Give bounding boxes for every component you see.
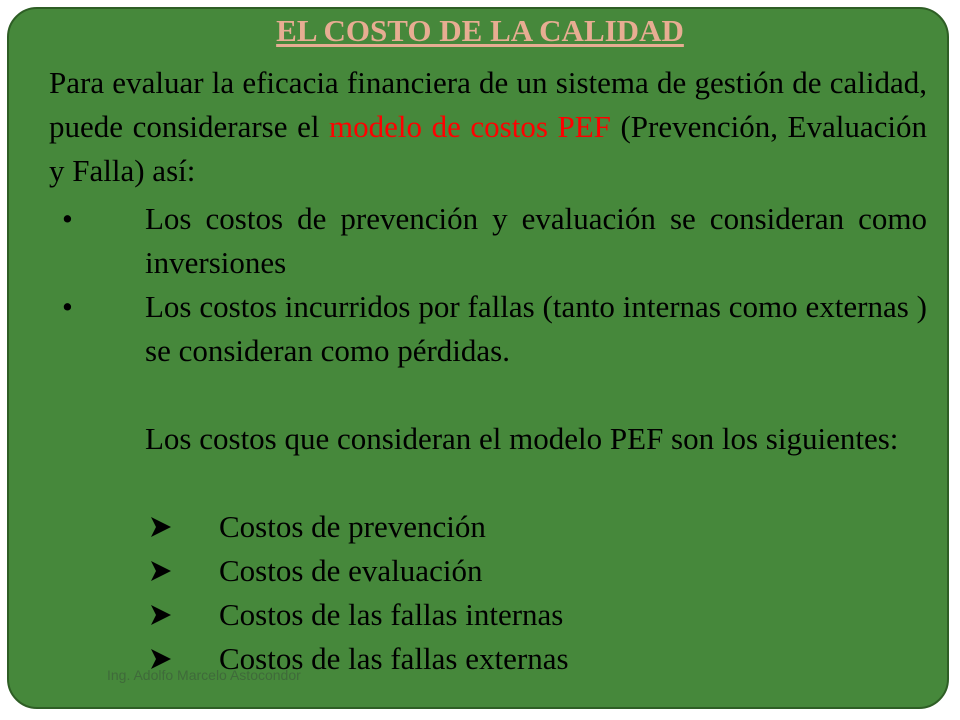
- intro-paragraph: [49, 61, 927, 193]
- arrow-list-item: [145, 593, 927, 637]
- slide-title: EL COSTO DE LA CALIDAD: [276, 13, 684, 48]
- bullet-dot-icon: •: [62, 289, 73, 324]
- bullet-item: [49, 285, 927, 373]
- intro-highlight: modelo de costos PEF: [329, 109, 611, 144]
- footer-author: Ing. Adolfo Marcelo Astocondor: [107, 667, 301, 683]
- bullet-text: Los costos incurridos por fallas (tanto internas como externas ) se consideran como pérdidas.: [145, 289, 927, 368]
- arrow-bullet-icon: [151, 561, 171, 581]
- slide: [7, 7, 949, 709]
- arrow-list-label: Costos de prevención: [219, 509, 486, 544]
- arrow-list-item: [145, 505, 927, 549]
- arrow-list-label: Costos de las fallas internas: [219, 597, 564, 632]
- arrow-list-item: [145, 549, 927, 593]
- intro-text-1: Para evaluar la eficacia financiera de un sistema de gestión de calidad, puede considerarse el: [49, 65, 927, 144]
- arrow-bullet-icon: [151, 649, 171, 669]
- bullet-dot-icon: •: [62, 201, 73, 236]
- bullet-text: Los costos de prevención y evaluación se consideran como inversiones: [145, 201, 927, 280]
- intro-text-2: (Prevención, Evaluación y Falla) así:: [49, 109, 927, 188]
- arrow-bullet-icon: [151, 605, 171, 625]
- arrow-list-label: Costos de las fallas externas: [219, 641, 569, 676]
- arrow-bullet-icon: [151, 517, 171, 537]
- bullet-item: [49, 197, 927, 285]
- arrow-list-label: Costos de evaluación: [219, 553, 483, 588]
- pef-paragraph: Los costos que consideran el modelo PEF son los siguientes:: [145, 421, 899, 456]
- arrow-list-item: [145, 637, 927, 681]
